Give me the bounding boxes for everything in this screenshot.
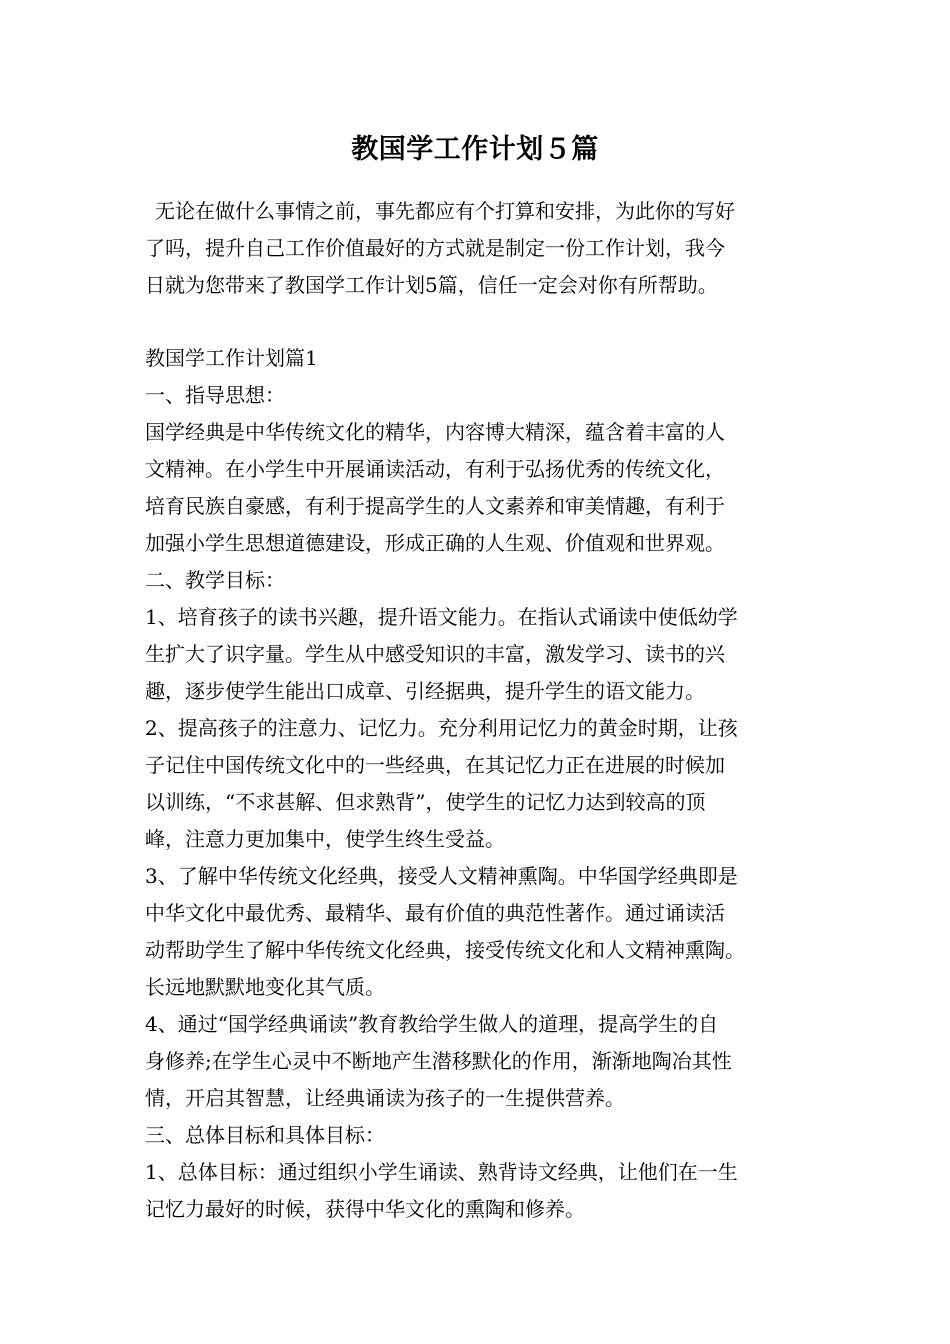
body-line: 情，开启其智慧，让经典诵读为孩子的一生提供营养。	[145, 1086, 625, 1110]
body-line: 1、总体目标：通过组织小学生诵读、熟背诗文经典，让他们在一生	[145, 1160, 738, 1184]
body-line: 2、提高孩子的注意力、记忆力。充分利用记忆力的黄金时期，让孩	[145, 716, 738, 740]
intro-line: 日就为您带来了教国学工作计划5篇，信任一定会对你有所帮助。	[145, 273, 718, 297]
body-line: 动帮助学生了解中华传统文化经典，接受传统文化和人文精神熏陶。	[145, 938, 745, 962]
body-line: 1、培育孩子的读书兴趣，提升语文能力。在指认式诵读中使低幼学	[145, 605, 738, 629]
body-line: 身修养;在学生心灵中不断地产生潜移默化的作用，渐渐地陶冶其性	[145, 1049, 732, 1073]
body-line: 4、通过“国学经典诵读”教育教给学生做人的道理，提高学生的自	[145, 1012, 719, 1036]
document-title: 教国学工作计划５篇	[351, 134, 599, 165]
body-line: 子记住中国传统文化中的一些经典，在其记忆力正在进展的时候加	[145, 753, 725, 777]
body-line: 教国学工作计划篇1	[145, 346, 318, 370]
body-line: 趣，逐步使学生能出口成章、引经据典，提升学生的语文能力。	[145, 679, 705, 703]
intro-line: 无论在做什么事情之前，事先都应有个打算和安排，为此你的写好	[155, 199, 735, 223]
body-line: 记忆力最好的时候，获得中华文化的熏陶和修养。	[145, 1197, 585, 1221]
body-line: 三、总体目标和具体目标：	[145, 1123, 385, 1147]
body-line: 文精神。在小学生中开展诵读活动，有利于弘扬优秀的传统文化，	[145, 457, 725, 481]
document-body	[145, 340, 825, 1228]
intro-line: 了吗，提升自己工作价值最好的方式就是制定一份工作计划，我今	[145, 236, 725, 260]
body-line: 一、指导思想：	[145, 383, 285, 407]
body-line: 培育民族自豪感，有利于提高学生的人文素养和审美情趣，有利于	[145, 494, 725, 518]
body-line: 加强小学生思想道德建设，形成正确的人生观、价值观和世界观。	[145, 531, 725, 555]
body-line: 3、了解中华传统文化经典，接受人文精神熏陶。中华国学经典即是	[145, 864, 738, 888]
body-line: 国学经典是中华传统文化的精华，内容博大精深，蕴含着丰富的人	[145, 420, 725, 444]
body-line: 生扩大了识字量。学生从中感受知识的丰富，激发学习、读书的兴	[145, 642, 725, 666]
body-line: 二、教学目标：	[145, 568, 285, 592]
intro-paragraph	[145, 193, 815, 304]
body-line: 以训练，“不求甚解、但求熟背”，使学生的记忆力达到较高的顶	[145, 790, 706, 814]
body-line: 峰，注意力更加集中，使学生终生受益。	[145, 827, 505, 851]
body-line: 中华文化中最优秀、最精华、最有价值的典范性著作。通过诵读活	[145, 901, 725, 925]
body-line: 长远地默默地变化其气质。	[145, 975, 385, 999]
